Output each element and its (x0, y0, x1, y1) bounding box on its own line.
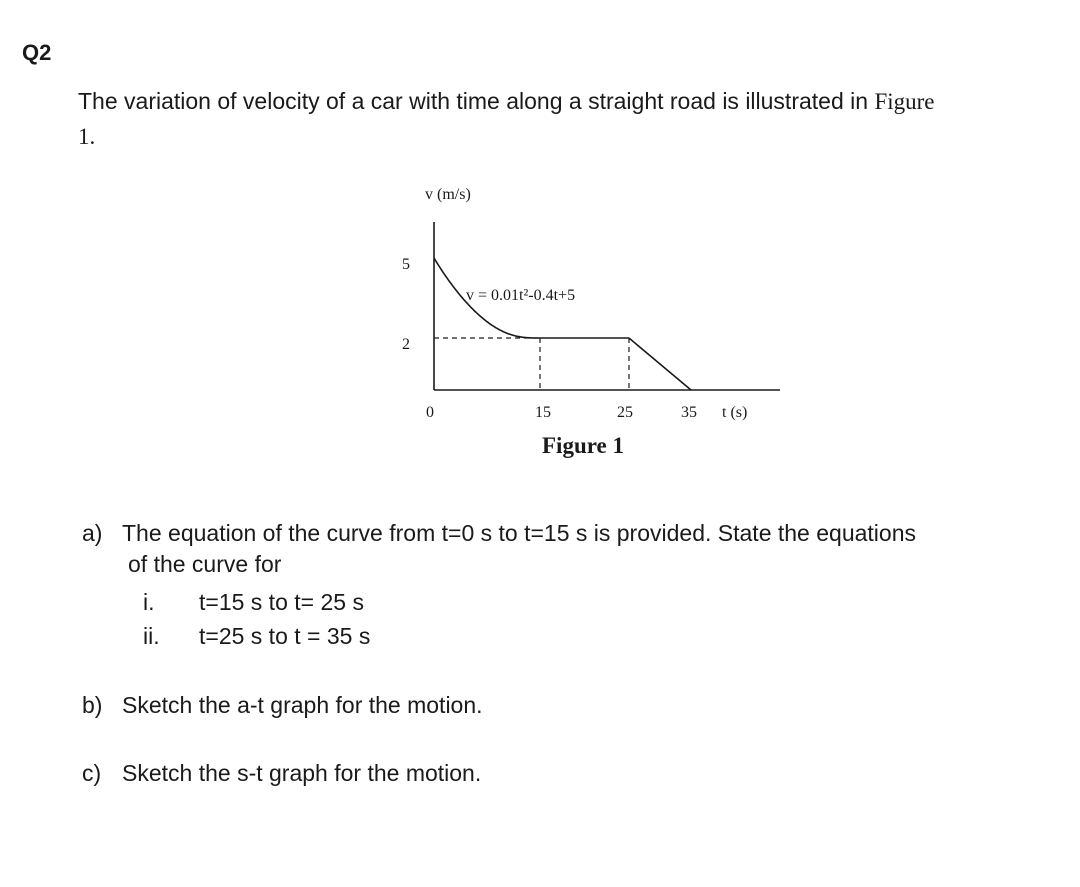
y-tick-2: 2 (402, 336, 410, 353)
intro-figure-number: 1. (78, 124, 96, 149)
part-a-item-i-text: t=15 s to t= 25 s (199, 589, 364, 615)
part-b-text: Sketch the a-t graph for the motion. (122, 692, 483, 718)
x-tick-15: 15 (535, 404, 551, 421)
part-b (82, 688, 483, 722)
x-tick-35: 35 (681, 404, 697, 421)
y-axis-label: v (m/s) (425, 186, 471, 203)
part-a-item-ii-number: ii. (143, 623, 160, 649)
part-c-label: c) (82, 760, 102, 786)
velocity-decrease-segment (629, 338, 691, 390)
part-a-label: a) (82, 520, 103, 546)
y-tick-5: 5 (402, 256, 410, 273)
part-a-text-line1: The equation of the curve from t=0 s to t=15 s is provided. State the equations (122, 520, 916, 546)
part-a-text-line2: of the curve for (128, 551, 282, 577)
curve-equation-label: v = 0.01t²-0.4t+5 (466, 287, 576, 304)
x-axis-label: t (s) (722, 404, 748, 421)
part-c (82, 756, 481, 790)
x-tick-0: 0 (426, 404, 434, 421)
x-tick-25: 25 (617, 404, 633, 421)
part-a-item-ii-text: t=25 s to t = 35 s (199, 623, 371, 649)
part-c-text: Sketch the s-t graph for the motion. (122, 760, 482, 786)
question-number: Q2 (22, 40, 52, 65)
intro-text: The variation of velocity of a car with time along a straight road is illustrated in (78, 88, 869, 114)
intro-figure-ref: Figure (874, 89, 935, 114)
figure-caption: Figure 1 (542, 433, 624, 458)
part-a (82, 516, 916, 550)
part-b-label: b) (82, 692, 103, 718)
part-a-item-i-number: i. (143, 589, 155, 615)
